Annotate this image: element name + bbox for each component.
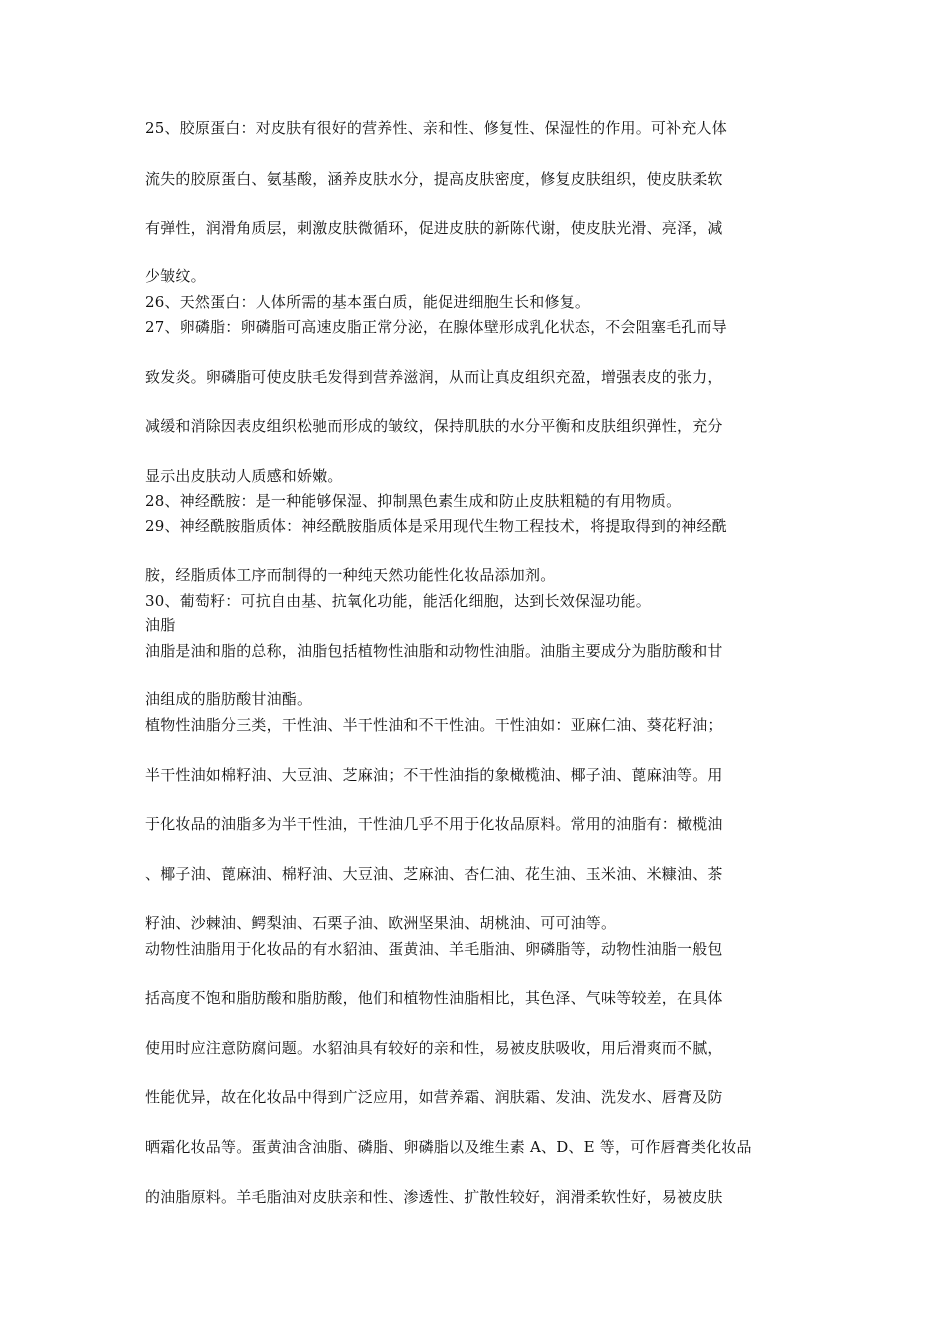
text-line: 使用时应注意防腐问题。水貂油具有较好的亲和性，易被皮肤吸收，用后滑爽而不腻， <box>145 1039 723 1057</box>
text-line: 致发炎。卵磷脂可使皮肤毛发得到营养滋润，从而让真皮组织充盈，增强表皮的张力， <box>145 368 723 386</box>
text-line: 于化妆品的油脂多为半干性油，干性油几乎不用于化妆品原料。常用的油脂有：橄榄油 <box>145 815 723 833</box>
text-line: 有弹性，润滑角质层，刺激皮肤微循环，促进皮肤的新陈代谢，使皮肤光滑、亮泽，减 <box>145 219 723 237</box>
text-line: 28、神经酰胺：是一种能够保湿、抑制黑色素生成和防止皮肤粗糙的有用物质。 <box>145 492 682 510</box>
text-line: 籽油、沙棘油、鳄梨油、石栗子油、欧洲坚果油、胡桃油、可可油等。 <box>145 914 617 932</box>
text-line: 27、卵磷脂：卵磷脂可高速皮脂正常分泌，在腺体壁形成乳化状态，不会阻塞毛孔而导 <box>145 318 727 336</box>
text-line: 29、神经酰胺脂质体：神经酰胺脂质体是采用现代生物工程技术，将提取得到的神经酰 <box>145 517 727 535</box>
text-line: 少皱纹。 <box>145 267 206 285</box>
text-line: 油脂是油和脂的总称，油脂包括植物性油脂和动物性油脂。油脂主要成分为脂肪酸和甘 <box>145 642 723 660</box>
text-line: 30、葡萄籽：可抗自由基、抗氧化功能，能活化细胞，达到长效保湿功能。 <box>145 592 651 610</box>
text-line: 半干性油如棉籽油、大豆油、芝麻油；不干性油指的象橄榄油、椰子油、蓖麻油等。用 <box>145 766 723 784</box>
text-line: 胺，经脂质体工序而制得的一种纯天然功能性化妆品添加剂。 <box>145 566 556 584</box>
text-line: 油组成的脂肪酸甘油酯。 <box>145 690 313 708</box>
section-heading: 油脂 <box>145 616 176 634</box>
text-line: 26、天然蛋白：人体所需的基本蛋白质，能促进细胞生长和修复。 <box>145 293 591 311</box>
text-line: 性能优异，故在化妆品中得到广泛应用，如营养霜、润肤霜、发油、洗发水、唇膏及防 <box>145 1088 723 1106</box>
text-line: 流失的胶原蛋白、氨基酸，涵养皮肤水分，提高皮肤密度，修复皮肤组织，使皮肤柔软 <box>145 170 723 188</box>
text-line: 、椰子油、蓖麻油、棉籽油、大豆油、芝麻油、杏仁油、花生油、玉米油、米糠油、茶 <box>145 865 723 883</box>
text-line: 的油脂原料。羊毛脂油对皮肤亲和性、渗透性、扩散性较好，润滑柔软性好，易被皮肤 <box>145 1188 723 1206</box>
text-line: 动物性油脂用于化妆品的有水貂油、蛋黄油、羊毛脂油、卵磷脂等，动物性油脂一般包 <box>145 940 723 958</box>
text-line: 显示出皮肤动人质感和娇嫩。 <box>145 467 343 485</box>
text-line: 括高度不饱和脂肪酸和脂肪酸，他们和植物性油脂相比，其色泽、气味等较差，在具体 <box>145 989 723 1007</box>
text-line: 植物性油脂分三类，干性油、半干性油和不干性油。干性油如：亚麻仁油、葵花籽油； <box>145 716 723 734</box>
text-line: 减缓和消除因表皮组织松驰而形成的皱纹，保持肌肤的水分平衡和皮肤组织弹性，充分 <box>145 417 723 435</box>
text-line: 25、胶原蛋白：对皮肤有很好的营养性、亲和性、修复性、保湿性的作用。可补充人体 <box>145 119 727 137</box>
text-line: 晒霜化妆品等。蛋黄油含油脂、磷脂、卵磷脂以及维生素 A、D、E 等，可作唇膏类化妆品 <box>145 1138 752 1156</box>
